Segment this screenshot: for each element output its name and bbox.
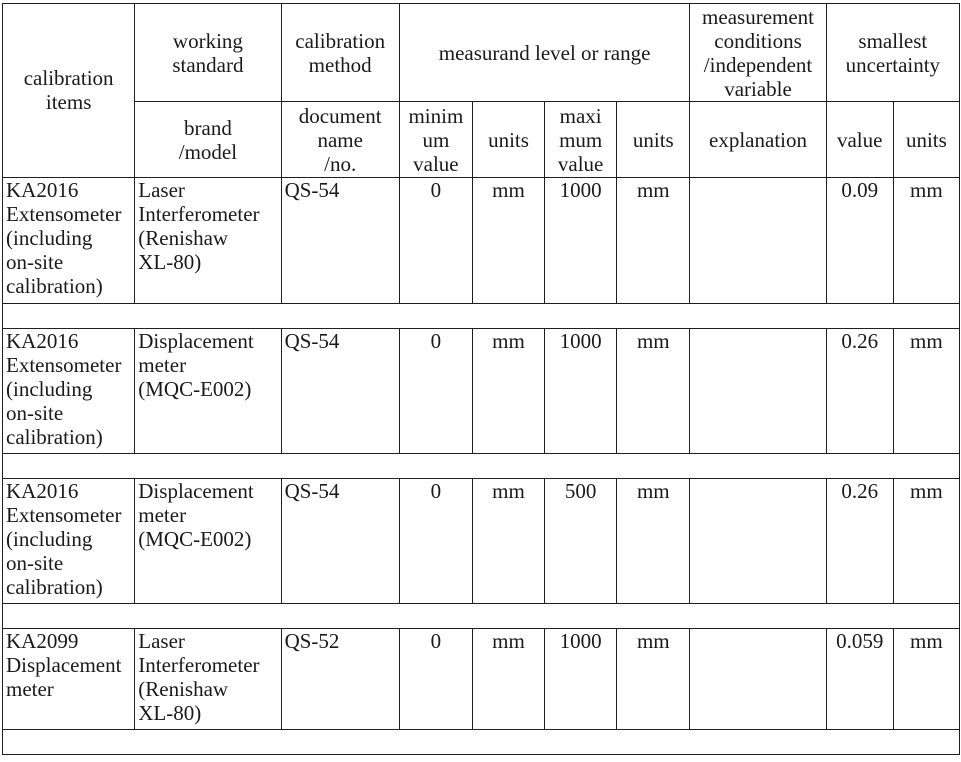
uncertainty-units-cell: mm [893, 178, 959, 304]
spacer-row [3, 604, 960, 629]
working-standard-cell: Displacement meter (MQC-E002) [135, 329, 281, 454]
document-name-header: document name /no. [281, 102, 399, 178]
uncertainty-units-header: units [893, 102, 959, 178]
working-standard-cell: Laser Interferometer (Renishaw XL-80) [135, 178, 281, 304]
calibration-item-cell: KA2016 Extensometer (including on-site calibration) [3, 479, 135, 604]
max-value-cell: 1000 [545, 629, 617, 730]
uncertainty-units-cell: mm [893, 329, 959, 454]
min-units-header: units [472, 102, 544, 178]
calibration-item-cell: KA2016 Extensometer (including on-site calibration) [3, 178, 135, 304]
explanation-cell [690, 178, 826, 304]
document-cell: QS-52 [281, 629, 399, 730]
calibration-method-header: calibration method [281, 4, 399, 102]
uncertainty-units-cell: mm [893, 479, 959, 604]
min-units-cell: mm [472, 329, 544, 454]
explanation-cell [690, 479, 826, 604]
brand-model-header: brand /model [135, 102, 281, 178]
min-units-cell: mm [472, 178, 544, 304]
uncertainty-units-cell: mm [893, 629, 959, 730]
min-value-cell: 0 [399, 178, 472, 304]
max-units-cell: mm [617, 479, 690, 604]
maximum-value-header: maxi mum value [545, 102, 617, 178]
measurement-conditions-header: measurement conditions /independent variable [690, 4, 826, 102]
uncertainty-value-cell: 0.059 [826, 629, 893, 730]
min-value-cell: 0 [399, 629, 472, 730]
explanation-cell [690, 629, 826, 730]
max-units-cell: mm [617, 178, 690, 304]
working-standard-cell: Laser Interferometer (Renishaw XL-80) [135, 629, 281, 730]
smallest-uncertainty-header: smallest uncertainty [826, 4, 959, 102]
measurand-header: measurand level or range [399, 4, 690, 102]
uncertainty-value-cell: 0.09 [826, 178, 893, 304]
table-row [3, 329, 960, 454]
document-cell: QS-54 [281, 329, 399, 454]
uncertainty-value-cell: 0.26 [826, 479, 893, 604]
table-row [3, 629, 960, 730]
min-value-cell: 0 [399, 329, 472, 454]
table-row [3, 479, 960, 604]
max-units-cell: mm [617, 629, 690, 730]
min-units-cell: mm [472, 479, 544, 604]
calibration-table [2, 3, 960, 755]
max-units-cell: mm [617, 329, 690, 454]
max-value-cell: 1000 [545, 178, 617, 304]
explanation-cell [690, 329, 826, 454]
uncertainty-value-cell: 0.26 [826, 329, 893, 454]
calibration-item-cell: KA2099 Displacement meter [3, 629, 135, 730]
calibration-items-header: calibration items [3, 4, 135, 178]
min-units-cell: mm [472, 629, 544, 730]
max-units-header: units [617, 102, 690, 178]
header-row-1 [3, 4, 960, 102]
document-cell: QS-54 [281, 178, 399, 304]
spacer-row [3, 454, 960, 479]
explanation-header: explanation [690, 102, 826, 178]
spacer-row [3, 730, 960, 755]
working-standard-cell: Displacement meter (MQC-E002) [135, 479, 281, 604]
table-row [3, 178, 960, 304]
max-value-cell: 500 [545, 479, 617, 604]
document-cell: QS-54 [281, 479, 399, 604]
uncertainty-value-header: value [826, 102, 893, 178]
working-standard-header: working standard [135, 4, 281, 102]
spacer-row [3, 304, 960, 329]
calibration-item-cell: KA2016 Extensometer (including on-site calibration) [3, 329, 135, 454]
max-value-cell: 1000 [545, 329, 617, 454]
min-value-cell: 0 [399, 479, 472, 604]
minimum-value-header: minim um value [399, 102, 472, 178]
header-row-2 [3, 102, 960, 178]
